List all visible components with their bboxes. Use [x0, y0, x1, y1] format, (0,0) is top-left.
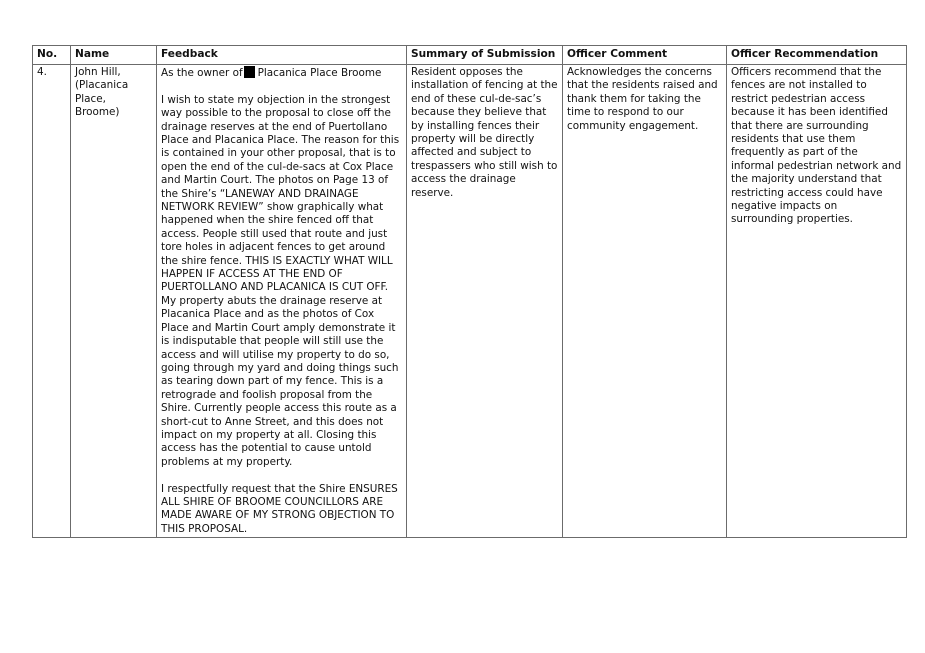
cell-officer-recommendation: Officers recommend that the fences are not installed to restrict pedestrian access because it has been identified that there are surrounding residents that use them frequently as part of the informal pedestrian network and the majority understand that restricting access could have negative impacts on surrounding properties.: [727, 65, 907, 538]
feedback-owner-prefix: As the owner of: [161, 67, 243, 79]
cell-officer-comment: Acknowledges the concerns that the residents raised and thank them for taking the time to respond to our community engagement.: [563, 65, 727, 538]
cell-no: 4.: [33, 65, 71, 538]
feedback-body: I wish to state my objection in the strongest way possible to the proposal to close off the drainage reserves at the end of Puertollano Place and Placanica Place. The reason for this is contained in your other proposal, that is to open the end of the cul-de-sacs at Cox Place and Martin Court. The photos on Page 13 of the Shire’s “LANEWAY AND DRAINAGE NETWORK REVIEW” show graphically what happened when the shire fenced off that access. People still used that route and just tore holes in adjacent fences to get around the shire fence. THIS IS EXACTLY WHAT WILL HAPPEN IF ACCESS AT THE END OF PUERTOLLANO AND PLACANICA IS CUT OFF. My property abuts the drainage reserve at Placanica Place and as the photos of Cox Place and Martin Court amply demonstrate it is indisputable that people will still use the access and will utilise my property to do so, going through my yard and doing things such as tearing down part of my fence. This is a retrograde and foolish proposal from the Shire. Currently people access this route as a short-cut to Anne Street, and this does not impact on my property at all. Closing this access has the potential to cause untold problems at my property.: [161, 93, 400, 468]
cell-summary: Resident opposes the installation of fencing at the end of these cul-de-sac’s because they believe that by installing fences their property will be directly affected and subject to trespassers who still wish to access the drainage reserve.: [407, 65, 563, 538]
header-officer-recommendation: Officer Recommendation: [727, 46, 907, 65]
submissions-table: [32, 45, 907, 538]
cell-name: John Hill, (Placanica Place, Broome): [71, 65, 157, 538]
redaction-block: [244, 66, 255, 78]
feedback-owner-suffix: Placanica Place Broome: [257, 67, 382, 79]
header-row: [33, 46, 907, 65]
header-officer-comment: Officer Comment: [563, 46, 727, 65]
feedback-closing: I respectfully request that the Shire ENSURES ALL SHIRE OF BROOME COUNCILLORS ARE MADE AWARE OF MY STRONG OBJECTION TO THIS PROPOSAL.: [161, 482, 398, 535]
header-no: No.: [33, 46, 71, 65]
header-summary: Summary of Submission: [407, 46, 563, 65]
cell-feedback: [157, 65, 407, 538]
header-name: Name: [71, 46, 157, 65]
submissions-table-page: [32, 45, 906, 538]
table-row: [33, 65, 907, 538]
header-feedback: Feedback: [157, 46, 407, 65]
feedback-owner-line: [161, 66, 402, 80]
